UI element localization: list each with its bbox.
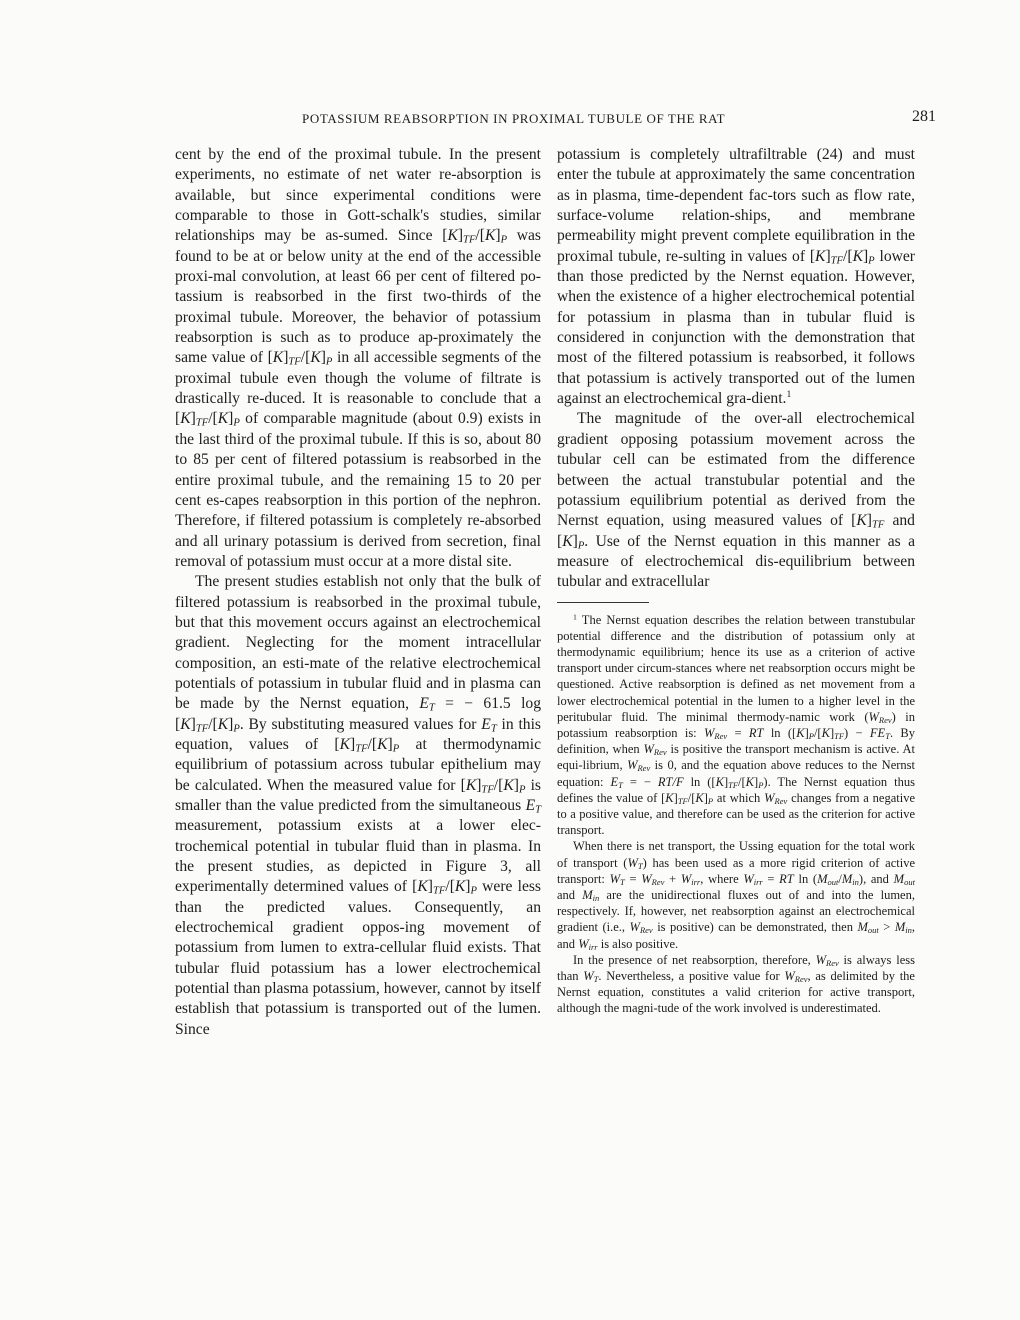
math-expression: $[K]_{TF}/[K]_P$ <box>267 349 333 369</box>
footnote-paragraph: When there is net transport, the Ussing equation for the total work of transport $(W_T)$ has been used as a more rigid criterion of active transport: $W_T = W_{Rev} + W_{irr}$, where $W_{irr}$ = RT $\ln (M_{out}/M_{in})$, and $M_{out}$ and $M_{in}$ are the unidirectional fluxes out of and into the lumen, respectively. If, however, net reabsorption against an electrochemical gradient (i.e., $W_{Rev}$ is positive) can be demonstrated, then $M_{out} > M_{in}$, and $W_{irr}$ is also positive. <box>557 839 915 952</box>
math-expression: $E_T$ <box>525 797 541 816</box>
math-expression: $E_T$ = − RT/F $\ln ([K]_{TF}/[K]_P)$ <box>610 774 768 790</box>
math-expression: $[K]_{TF}/[K]_P$ <box>460 776 526 796</box>
running-head: POTASSIUM REABSORPTION IN PROXIMAL TUBULE OF THE RAT <box>302 111 726 126</box>
footnote-marker: 1 <box>786 389 792 401</box>
math-expression: $[K]_{TF}/[K]_P$ <box>412 878 477 898</box>
math-expression: $W_{irr}$ <box>578 936 598 952</box>
math-expression: $[K]_{TF}/[K]_P$ <box>175 410 240 430</box>
math-expression: $W_{Rev}$ <box>815 952 839 968</box>
body-paragraph: The magnitude of the over-all electrochemical gradient opposing potassium movement across the tubular cell can be estimated from the difference between the actual transtubular potential and the potassium equilibrium potential as derived from the Nernst equation, using measured values of $[K]_{TF}$ and $[K]_P$. Use of the Nernst equation in this manner as a measure of electrochemical dis-equilibrium between tubular and extracellular <box>557 410 915 591</box>
math-expression: $W_{Rev}$ <box>764 790 788 806</box>
math-expression: $W_{Rev}$ <box>643 742 667 758</box>
math-expression: $W_{Rev}$ <box>629 920 653 936</box>
footnotes <box>557 612 915 1017</box>
math-expression: $W_{Rev}$ <box>627 758 651 774</box>
math-expression: $[K]_{TF}/[K]_P$ <box>661 790 714 806</box>
math-expression: $W_{Rev}$ = RT $\ln ([K]_P/[K]_{TF}) - FE_T$ <box>704 725 890 742</box>
footnote-marker: 1 <box>573 611 577 621</box>
math-expression: $W_T$ <box>583 969 599 985</box>
math-expression: $M_{in}$ <box>582 888 600 904</box>
math-expression: $W_{Rev}$ <box>784 969 808 985</box>
right-column <box>557 145 915 1017</box>
footnote-separator <box>557 602 649 603</box>
math-expression: $[K]_{TF}$ <box>851 512 885 531</box>
body-paragraph: cent by the end of the proximal tubule. In the present experiments, no estimate of net water re-absorption is available, but since experimental conditions were comparable to those in Gott-schalk's studies, similar relationships may be as-sumed. Since $[K]_{TF}/[K]_P$ was found to be at or below unity at the end of the accessible proxi-mal convolution, at least 66 per cent of filtered po-tassium is reabsorbed in the first two-thirds of the proximal tubule. Moreover, the behavior of potassium reabsorption is such as to produce ap-proximately the same value of $[K]_{TF}/[K]_P$ in all accessible segments of the proximal tubule even though the volume of filtrate is drastically re-duced. It is reasonable to conclude that a $[K]_{TF}/[K]_P$ of comparable magnitude (about 0.9) exists in the last third of the proximal tubule. If this is so, about 80 to 85 per cent of filtered potassium is reabsorbed in the entire proximal tubule, and the remaining 15 to 20 per cent es-capes reabsorption in this portion of the nephron. Therefore, if filtered potassium is completely re-absorbed and all urinary potassium is derived from secretion, final removal of potassium must occur at a more distal site. <box>175 146 542 570</box>
math-expression: $[K]_P$ <box>557 532 585 552</box>
math-expression: $[K]_{TF}/[K]_P$ <box>334 735 400 755</box>
page-number: 281 <box>912 108 936 125</box>
math-expression: $W_{Rev}$ <box>868 709 892 725</box>
body-paragraph: The present studies establish not only that the bulk of filtered potassium is reabsorbed in the proximal tubule, but that this movement occurs against an electrochemical gradient. Neglecting for the moment intracellular composition, an esti-mate of the relative electrochemical potentials of potassium in tubular fluid and in plasma can be made by the Nernst equation, $E_T$ = − 61.5 $\log [K]_{TF}/[K]_P$. By substituting measured values for $E_T$ in this equation, values of $[K]_{TF}/[K]_P$ at thermodynamic equilibrium of potassium across tubular epithelium may be calculated. When the measured value for $[K]_{TF}/[K]_P$ is smaller than the value predicted from the simultaneous $E_T$ measurement, potassium exists at a lower elec-trochemical potential in tubular fluid than in plasma. In the present studies, as depicted in Figure 3, all experimentally determined values of $[K]_{TF}/[K]_P$ were less than the predicted values. Consequently, an electrochemical gradient oppos-ing movement of potassium from lumen to extra-cellular fluid exists. That tubular fluid potassium has a lower electrochemical potential than plasma potassium, however, cannot by itself establish that potassium is transported out of the lumen. Since <box>175 573 542 1038</box>
math-expression: $W_T = W_{Rev} + W_{irr}$ <box>609 871 701 887</box>
math-expression: $E_T$ = − 61.5 $\log [K]_{TF}/[K]_P$ <box>175 695 541 735</box>
left-column <box>175 145 541 1040</box>
math-expression: $W_{irr}$ = RT $\ln (M_{out}/M_{in})$ <box>743 871 864 887</box>
math-expression: $M_{out}$ <box>893 871 915 887</box>
body-paragraph: potassium is completely ultrafiltrable (24) and must enter the tubule at approximately the same concentration as in plasma, time-dependent fac-tors such as flow rate, surface-volume relation-ships, and membrane permeability might prevent complete equilibration in the proximal tubule, re-sulting in values of $[K]_{TF}/[K]_P$ lower than those predicted by the Nernst equation. However, when the existence of a higher electrochemical potential for potassium in plasma than in tubular fluid is considered in conjunction with the demonstration that most of the filtered potassium is reabsorbed, it follows that potassium is actively transported out of the lumen against an electrochemical gra-dient.$^1$ <box>557 146 915 408</box>
footnote-paragraph: In the presence of net reabsorption, therefore, $W_{Rev}$ is always less than $W_T$. Nevertheless, a positive value for $W_{Rev}$, as delimited by the Nernst equation, constitutes a valid criterion for active transport, although the magni-tude of the work involved is underestimated. <box>557 952 915 1016</box>
math-expression: $[K]_{TF}/[K]_P$ <box>809 247 875 267</box>
math-expression: $M_{out} > M_{in}$ <box>857 920 912 936</box>
math-expression: $W_T$ <box>627 855 643 871</box>
math-expression: $E_T$ <box>481 715 497 735</box>
math-expression: $[K]_{TF}/[K]_P$ <box>442 227 508 247</box>
footnote-paragraph: $^1$ The Nernst equation describes the relation between transtubular potential difference and the distribution of potassium only at thermodynamic equilibrium; hence its use as a criterion of active transport under circum-stances where net reabsorption occurs might be questioned. Active reabsorption is defined as net movement from a lower electrochemical potential in the lumen to a higher level in the peritubular fluid. The minimal thermody-namic work $(W_{Rev})$ in potassium reabsorption is: $W_{Rev}$ = RT $\ln ([K]_P/[K]_{TF}) - FE_T$. By definition, when $W_{Rev}$ is positive the transport mechanism is active. At equi-librium, $W_{Rev}$ is 0, and the equation above reduces to the Nernst equation: $E_T$ = − RT/F $\ln ([K]_{TF}/[K]_P)$. The Nernst equation thus defines the value of $[K]_{TF}/[K]_P$ at which $W_{Rev}$ changes from a negative to a positive value, and therefore can be used as the criterion for active transport. <box>557 611 915 838</box>
